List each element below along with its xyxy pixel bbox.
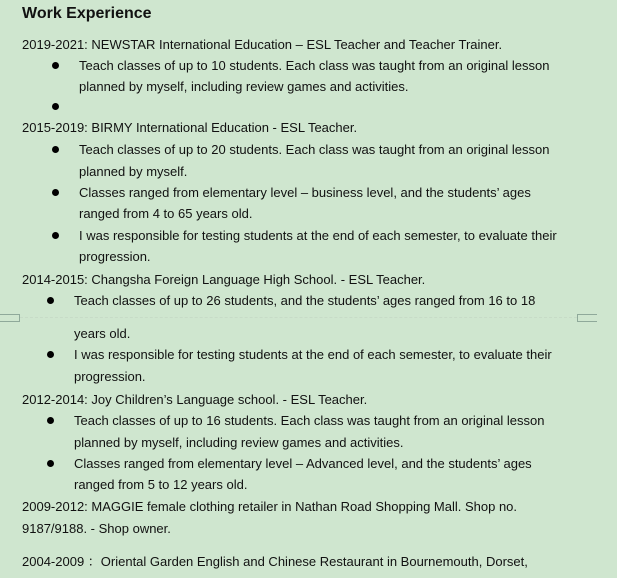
bullet-dot [52,146,59,153]
bullet-dot [47,297,54,304]
bullet-text: Teach classes of up to 10 students. Each class was taught from an original lesson [79,58,550,73]
bullet-text: Teach classes of up to 26 students, and the students’ ages ranged from 16 to 18 [74,293,536,308]
job-header: 2014-2015: Changsha Foreign Language High School. - ESL Teacher. [22,272,426,287]
bullet-dot [52,189,59,196]
bullet-text: Teach classes of up to 16 students. Each class was taught from an original lesson [74,413,545,428]
bullet-text-continued: ranged from 5 to 12 years old. [74,477,248,492]
bullet-text: Classes ranged from elementary level – Advanced level, and the students’ ages [74,456,532,471]
bullet-text-continued: planned by myself. [79,164,188,179]
section-break-marker-right [577,314,597,322]
bullet-dot [47,460,54,467]
job-header: 2015-2019: BIRMY International Education - ESL Teacher. [22,120,358,135]
section-title: Work Experience [22,5,152,22]
bullet-dot [47,351,54,358]
job-header-continued: 9187/9188. - Shop owner. [22,521,171,536]
bullet-text: Teach classes of up to 20 students. Each class was taught from an original lesson [79,142,550,157]
section-break-marker-left [0,314,20,322]
bullet-text-continued: progression. [74,369,146,384]
bullet-dot [47,417,54,424]
bullet-text-continued: planned by myself, including review games and activities. [79,79,409,94]
job-header: 2004-2009 ：Oriental Garden English and Chinese Restaurant in Bournemouth, Dorset, [22,554,528,569]
bullet-text-continued: planned by myself, including review games and activities. [74,435,404,450]
section-break-line [20,317,577,318]
bullet-text-continued: years old. [74,326,131,341]
bullet-dot-empty [52,103,59,110]
bullet-text: I was responsible for testing students at the end of each semester, to evaluate their [74,347,552,362]
bullet-text-continued: progression. [79,249,151,264]
bullet-dot [52,232,59,239]
bullet-dot [52,62,59,69]
job-header: 2012-2014: Joy Children’s Language school. - ESL Teacher. [22,392,368,407]
job-header: 2009-2012: MAGGIE female clothing retailer in Nathan Road Shopping Mall. Shop no. [22,499,518,514]
bullet-text: Classes ranged from elementary level – business level, and the students’ ages [79,185,531,200]
job-header: 2019-2021: NEWSTAR International Education – ESL Teacher and Teacher Trainer. [22,37,503,52]
bullet-text: I was responsible for testing students at the end of each semester, to evaluate their [79,228,557,243]
bullet-text-continued: ranged from 4 to 65 years old. [79,206,253,221]
